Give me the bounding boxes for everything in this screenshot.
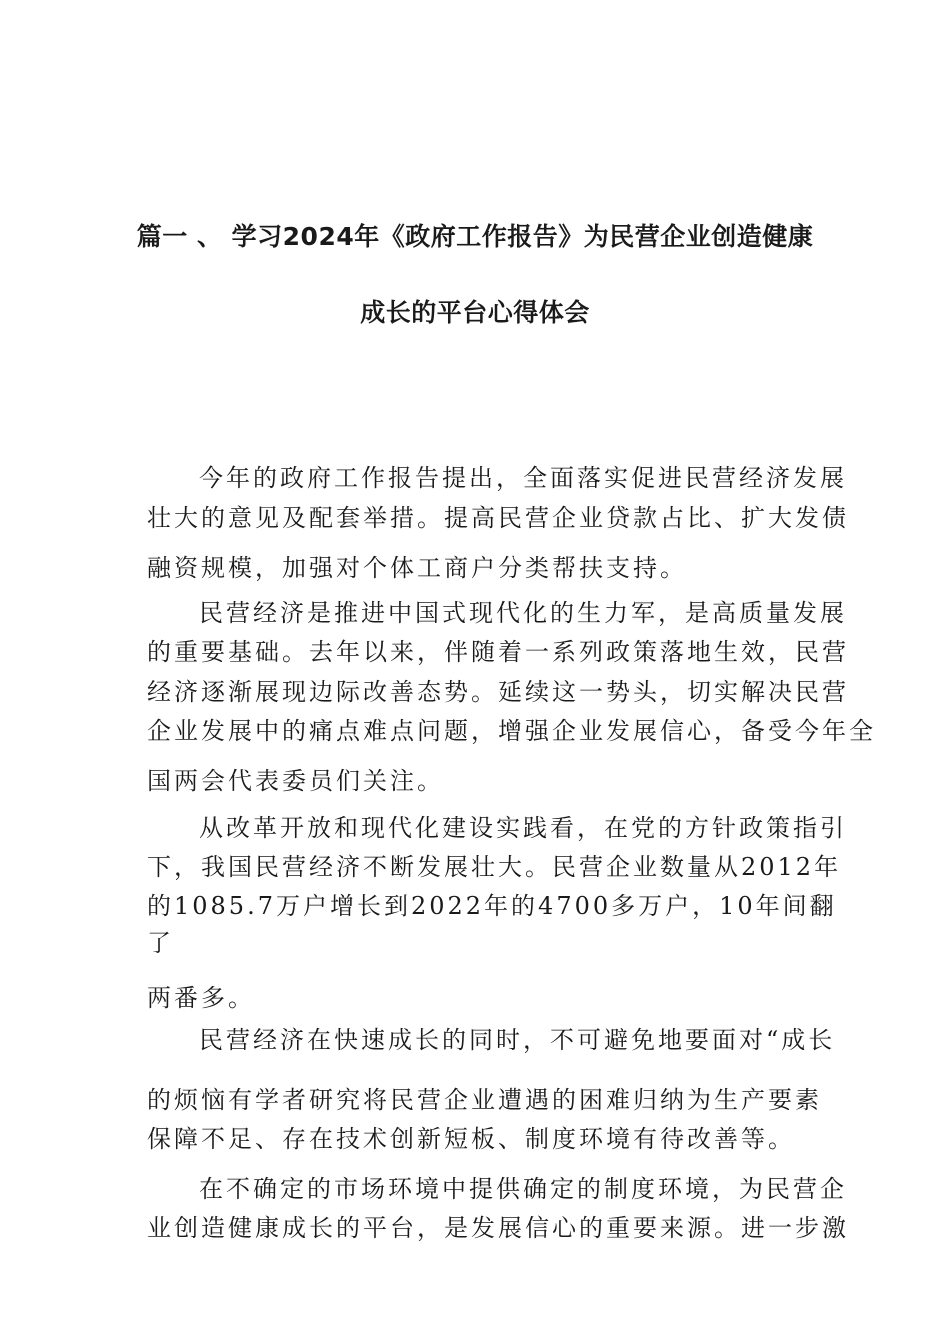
document-title-line-2: 成长的平台心得体会	[360, 298, 590, 327]
body-line: 民营经济在快速成长的同时，不可避免地要面对“成长	[199, 1026, 836, 1054]
body-line: 壮大的意见及配套举措。提高民营企业贷款占比、扩大发债	[147, 504, 849, 532]
body-line: 今年的政府工作报告提出，全面落实促进民营经济发展	[199, 464, 847, 492]
body-line: 企业发展中的痛点难点问题，增强企业发展信心，备受今年全	[147, 717, 876, 745]
body-line: 民营经济是推进中国式现代化的生力军，是高质量发展	[199, 599, 847, 627]
body-line: 的1085.7万户增长到2022年的4700多万户，10年间翻	[147, 892, 837, 920]
body-line: 经济逐渐展现边际改善态势。延续这一势头，切实解决民营	[147, 678, 849, 706]
body-line: 业创造健康成长的平台，是发展信心的重要来源。进一步激	[147, 1214, 849, 1242]
body-line: 了	[147, 929, 174, 957]
body-line: 在不确定的市场环境中提供确定的制度环境，为民营企	[199, 1175, 847, 1203]
body-line: 的烦恼有学者研究将民营企业遭遇的困难归纳为生产要素	[147, 1086, 822, 1114]
body-line: 下，我国民营经济不断发展壮大。民营企业数量从2012年	[147, 853, 842, 881]
body-line: 国两会代表委员们关注。	[147, 767, 444, 795]
body-line: 保障不足、存在技术创新短板、制度环境有待改善等。	[147, 1125, 795, 1153]
document-title-line-1: 篇一 、 学习2024年《政府工作报告》为民营企业创造健康	[136, 222, 814, 251]
body-line: 从改革开放和现代化建设实践看，在党的方针政策指引	[199, 814, 847, 842]
body-line: 两番多。	[147, 984, 255, 1012]
body-line: 的重要基础。去年以来，伴随着一系列政策落地生效，民营	[147, 638, 849, 666]
body-line: 融资规模，加强对个体工商户分类帮扶支持。	[147, 554, 687, 582]
